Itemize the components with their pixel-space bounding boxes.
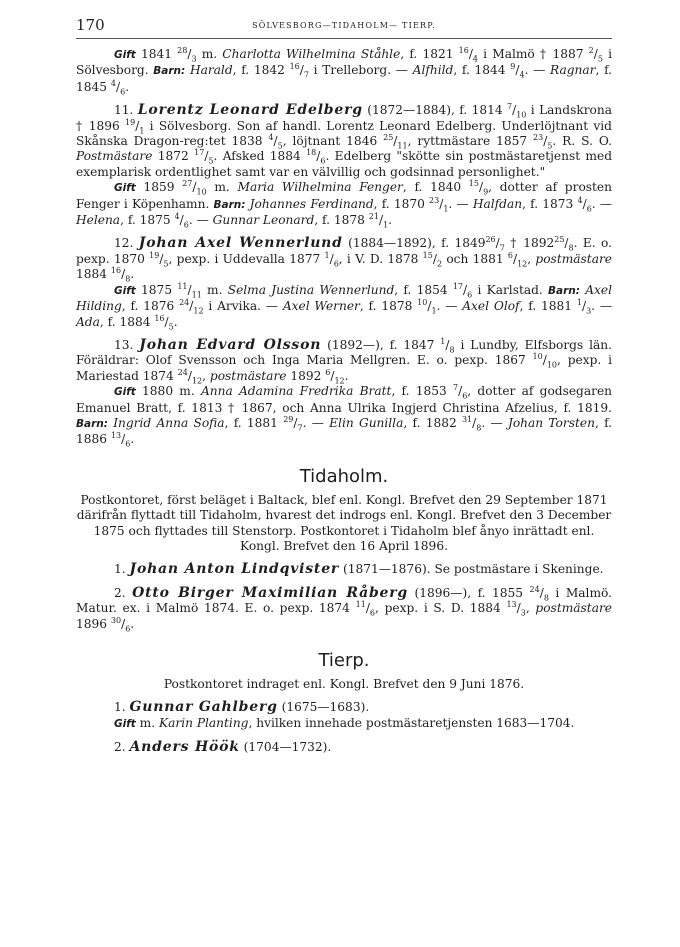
person-name: Johan Anton Lindqvister: [129, 561, 340, 578]
section-title-tidaholm: Tidaholm.: [299, 465, 389, 487]
tierp-entry-1: 1. Gunnar Gahlberg (1675—1683).: [114, 699, 370, 716]
tidaholm-entry-2: 2. Otto Birger Maximilian Råberg (1896—), f. 1855 $^{24}/_8$ i Malmö. Matur. ex. i Malmö 1874. E. o. pexp. 1874 $^{11}/_6$, pexp. i S. D. 1884 $^{13}/_3$, postmästare 1896 $^{30}/_6$.: [76, 584, 613, 634]
person-name: Johan Edvard Olsson: [139, 336, 322, 353]
person-name: Gunnar Gahlberg: [129, 699, 278, 716]
page-header: [76, 14, 612, 39]
section-title-tierp: Tierp.: [318, 650, 370, 671]
entry-13-family: Gift 1880 m. Anna Adamina Fredrika Bratt, f. 1853 $^7/_6$, dotter af godsegaren Emanuel Bratt, f. 1813 † 1867, och Anna Ulrika Ingjerd Christina Afzelius, f. 1819. Barn: Ingrid Anna Sofia, f. 1881 $^{29}/_7$. — Elin Gunilla, f. 1882 $^{31}/_8$. — Johan Torsten, f. 1886 $^{13}/_6$.: [76, 383, 613, 449]
entry-11: 11. Lorentz Leonard Edelberg (1872—1884), f. 1814 $^7/_{10}$ i Landskrona † 1896 $^{19}/_1$ i Sölvesborg. Son af handl. Lorentz Leonard Edelberg. Underlöjtnant vid Skånska Dragon-reg:tet 1838 $^4/_5$, löjtnant 1846 $^{25}/_{11}$, ryttmästare 1857 $^{23}/_5$. R. S. O. Postmästare 1872 $^{17}/_5$. Afsked 1884 $^{18}/_6$. Edelberg "skötte sin postmästaretjenst med exemplarisk ordentlighet samt var en välvillig och godsinnad personlighet.": [76, 102, 612, 179]
person-name: Lorentz Leonard Edelberg: [137, 102, 363, 119]
person-name: Johan Axel Wennerlund: [138, 235, 343, 252]
tierp-entry-1-family: Gift m. Karin Planting, hvilken innehade postmästaretjensten 1683—1704.: [114, 715, 575, 730]
entry-10-family: Gift 1841 $^{28}/_3$ m. Charlotta Wilhelmina Ståhle, f. 1821 $^{16}/_4$ i Malmö † 1887 $^2/_5$ i Sölvesborg. Barn: Harald, f. 1842 $^{16}/_7$ i Trelleborg. — Alfhild, f. 1844 $^9/_4$. — Ragnar, f. 1845 $^4/_6$.: [76, 45, 613, 97]
entry-13: 13. Johan Edvard Olsson (1892—), f. 1847 $^1/_8$ i Lundby, Elfsborgs län. Föräldrar: Olof Svensson och Inga Maria Mellgren. E. o. pexp. 1867 $^{10}/_{10}$, pexp. i Mariestad 1874 $^{24}/_{12}$, postmästare 1892 $^6/_{12}$.: [76, 336, 612, 386]
tidaholm-entry-1: 1. Johan Anton Lindqvister (1871—1876). Se postmästare i Skeninge.: [114, 561, 604, 578]
entry-12-family: Gift 1875 $^{11}/_{11}$ m. Selma Justina Wennerlund, f. 1854 $^{17}/_6$ i Karlstad. Barn: Axel Hilding, f. 1876 $^{24}/_{12}$ i Arvika. — Axel Werner, f. 1878 $^{10}/_1$. — Axel Olof, f. 1881 $^1/_3$. — Ada, f. 1884 $^{16}/_5$.: [76, 281, 613, 331]
document-page: [76, 14, 612, 756]
tierp-entry-2: 2. Anders Höök (1704—1732).: [114, 739, 332, 756]
page-number: 170: [76, 16, 105, 34]
tierp-intro: Postkontoret indraget enl. Kongl. Brefvet den 9 Juni 1876.: [163, 677, 525, 691]
person-name: Anders Höök: [129, 739, 240, 756]
running-title: SÖLVESBORG—TIDAHOLM— TIERP.: [252, 21, 436, 30]
entry-11-family: Gift 1859 $^{27}/_{10}$ m. Maria Wilhelmina Fenger, f. 1840 $^{15}/_9$, dotter af prosten Fenger i Köpenhamn. Barn: Johannes Ferdinand, f. 1870 $^{23}/_1$. — Halfdan, f. 1873 $^4/_6$. — Helena, f. 1875 $^4/_6$. — Gunnar Leonard, f. 1878 $^{21}/_1$.: [76, 179, 613, 230]
person-name: Otto Birger Maximilian Råberg: [132, 584, 409, 601]
tidaholm-intro: Postkontoret, först beläget i Baltack, blef enl. Kongl. Brefvet den 29 September 1871 därifrån flyttadt till Tidaholm, hvarest det indrogs enl. Kongl. Brefvet den 3 December 1875 och flyttades till Stenstorp. Postkontoret i Tidaholm blef ånyo inrättadt enl. Kongl. Brefvet den 16 April 1896.: [76, 492, 612, 553]
entry-12: 12. Johan Axel Wennerlund (1884—1892), f. $1849^{26}/_7$ † $1892^{25}/_8$. E. o. pexp. 1870 $^{19}/_5$, pexp. i Uddevalla 1877 $^1/_6$, i V. D. 1878 $^{15}/_2$ och 1881 $^6/_{12}$, postmästare 1884 $^{16}/_8$.: [76, 235, 613, 284]
